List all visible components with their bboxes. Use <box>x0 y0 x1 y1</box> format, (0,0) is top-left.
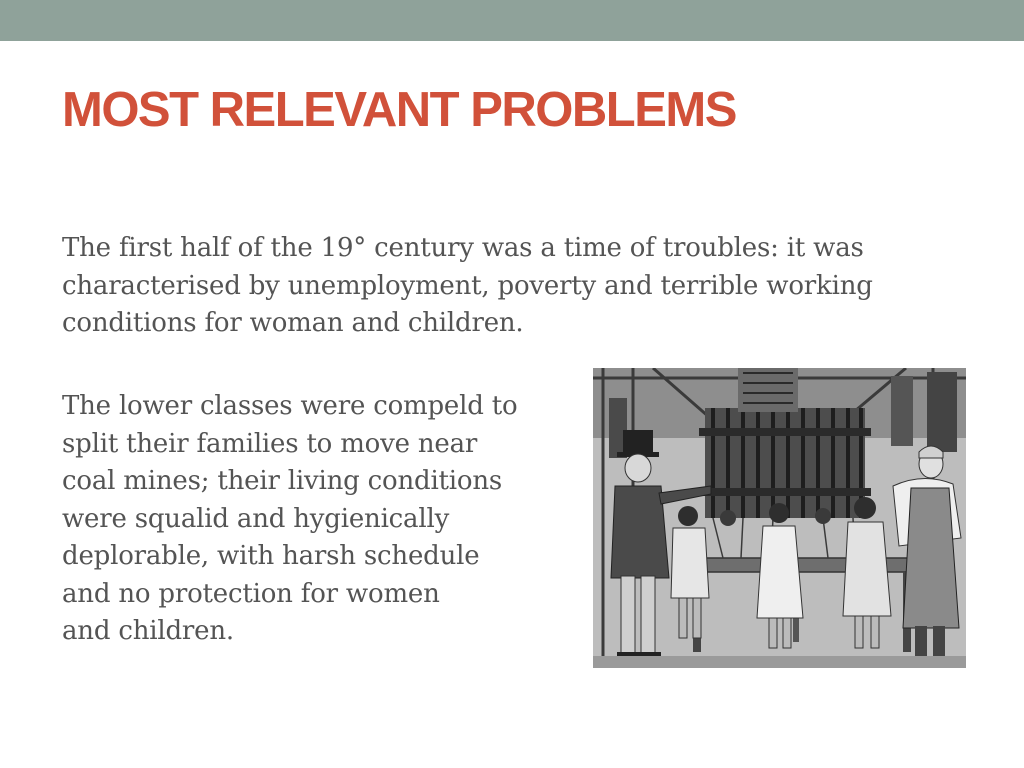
intro-line-2: characterised by unemployment, poverty and terrible working <box>62 270 873 301</box>
intro-paragraph <box>62 230 962 343</box>
living-conditions-paragraph <box>62 388 582 651</box>
conditions-line-1: The lower classes were compeld to <box>62 391 518 421</box>
conditions-line-5: deplorable, with harsh schedule <box>62 541 480 571</box>
intro-line-1: The first half of the 19° century was a time of troubles: it was <box>62 233 864 263</box>
intro-line-3: conditions for woman and children. <box>62 308 524 338</box>
factory-engraving-image <box>593 368 966 668</box>
top-bar <box>0 0 1024 41</box>
conditions-line-6: and no protection for women <box>62 578 440 609</box>
conditions-line-3: coal mines; their living conditions <box>62 466 503 496</box>
conditions-line-4: were squalid and hygienically <box>62 503 450 534</box>
conditions-line-7: and children. <box>62 616 234 646</box>
conditions-line-2: split their families to move near <box>62 428 478 459</box>
factory-engraving-drawing <box>593 368 966 668</box>
slide-title: MOST RELEVANT PROBLEMS <box>62 83 736 137</box>
